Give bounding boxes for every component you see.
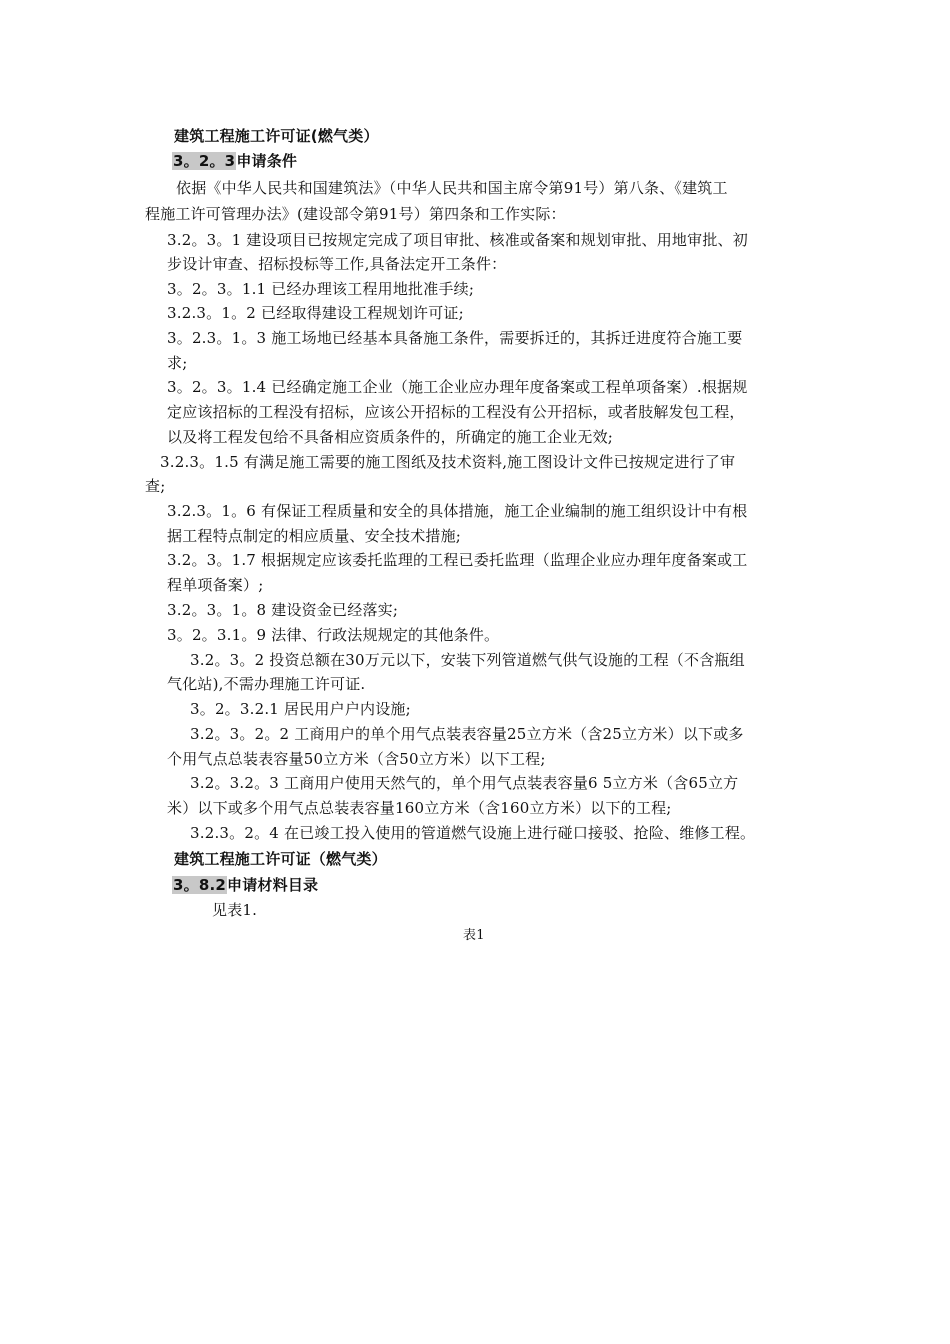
paragraph-line: 3.2。3。1.7 根据规定应该委托监理的工程已委托监理（监理企业应办理年度备案或工: [167, 551, 748, 569]
paragraph-line: 3。2。3。1.1 已经办理该工程用地批准手续;: [167, 280, 475, 298]
paragraph-line: 3。2。3.2.1 居民用户户内设施;: [190, 700, 411, 718]
paragraph-line: 据工程特点制定的相应质量、安全技术措施;: [167, 527, 462, 545]
paragraph-line: 求;: [167, 354, 188, 372]
paragraph-line: 3.2。3。2。2 工商用户的单个用气点装表容量25立方米（含25立方米）以下或多: [190, 725, 744, 743]
paragraph-line: 以及将工程发包给不具备相应资质条件的，所确定的施工企业无效;: [167, 428, 614, 446]
paragraph-line: 程单项备案）;: [167, 576, 264, 594]
paragraph-line: 步设计审查、招标投标等工作,具备法定开工条件：: [167, 255, 507, 273]
subsection-title: 申请条件: [236, 152, 298, 170]
table-caption: 表1: [463, 928, 485, 943]
paragraph-line: 个用气点总装表容量50立方米（含50立方米）以下工程;: [167, 750, 546, 768]
intro-line: 程施工许可管理办法》(建设部令第91号）第四条和工作实际：: [145, 205, 566, 223]
paragraph-line: 气化站),不需办理施工许可证.: [167, 675, 366, 693]
section-title: 建筑工程施工许可证（燃气类）: [174, 850, 387, 868]
paragraph-line: 3.2.3。1.5 有满足施工需要的施工图纸及技术资料,施工图设计文件已按规定进行了审: [160, 453, 736, 471]
paragraph-line: 3.2.3。2。4 在已竣工投入使用的管道燃气设施上进行碰口接驳、抢险、维修工程。: [190, 824, 756, 842]
subsection-title: 申请材料目录: [227, 876, 319, 894]
paragraph-line: 3.2。3。1。8 建设资金已经落实;: [167, 601, 399, 619]
paragraph-line: 3.2。3。1 建设项目已按规定完成了项目审批、核准或备案和规划审批、用地审批、初: [167, 231, 748, 249]
paragraph-line: 3.2。3.2。3 工商用户使用天然气的，单个用气点装表容量6 5立方米（含65立方: [190, 774, 739, 792]
paragraph-line: 查;: [145, 477, 166, 495]
paragraph-line: 3。2。3。1.4 已经确定施工企业（施工企业应办理年度备案或工程单项备案）.根据规: [167, 378, 748, 396]
paragraph-line: 3.2.3。1。2 已经取得建设工程规划许可证;: [167, 304, 464, 322]
paragraph-line: 定应该招标的工程没有招标，应该公开招标的工程没有公开招标，或者肢解发包工程，: [167, 403, 745, 421]
subsection-heading: [172, 875, 318, 895]
section-title: 建筑工程施工许可证(燃气类）: [174, 127, 379, 145]
subsection-heading: [172, 151, 297, 171]
subsection-number: 3。8.2: [173, 876, 227, 894]
paragraph-line: 米）以下或多个用气点总装表容量160立方米（含160立方米）以下的工程;: [167, 799, 672, 817]
paragraph-line: 3。2.3。1。3 施工场地已经基本具备施工条件，需要拆迁的，其拆迁进度符合施工要: [167, 329, 743, 347]
intro-line: 依据《中华人民共和国建筑法》（中华人民共和国主席令第91号）第八条、《建筑工: [176, 179, 728, 197]
body-text: 见表1.: [212, 901, 258, 919]
paragraph-line: 3.2。3。2 投资总额在30万元以下，安装下列管道燃气供气设施的工程（不含瓶组: [190, 651, 745, 669]
paragraph-line: 3.2.3。1。6 有保证工程质量和安全的具体措施，施工企业编制的施工组织设计中有根: [167, 502, 748, 520]
subsection-number: 3。2。3: [173, 152, 236, 170]
paragraph-line: 3。2。3.1。9 法律、行政法规规定的其他条件。: [167, 626, 500, 644]
